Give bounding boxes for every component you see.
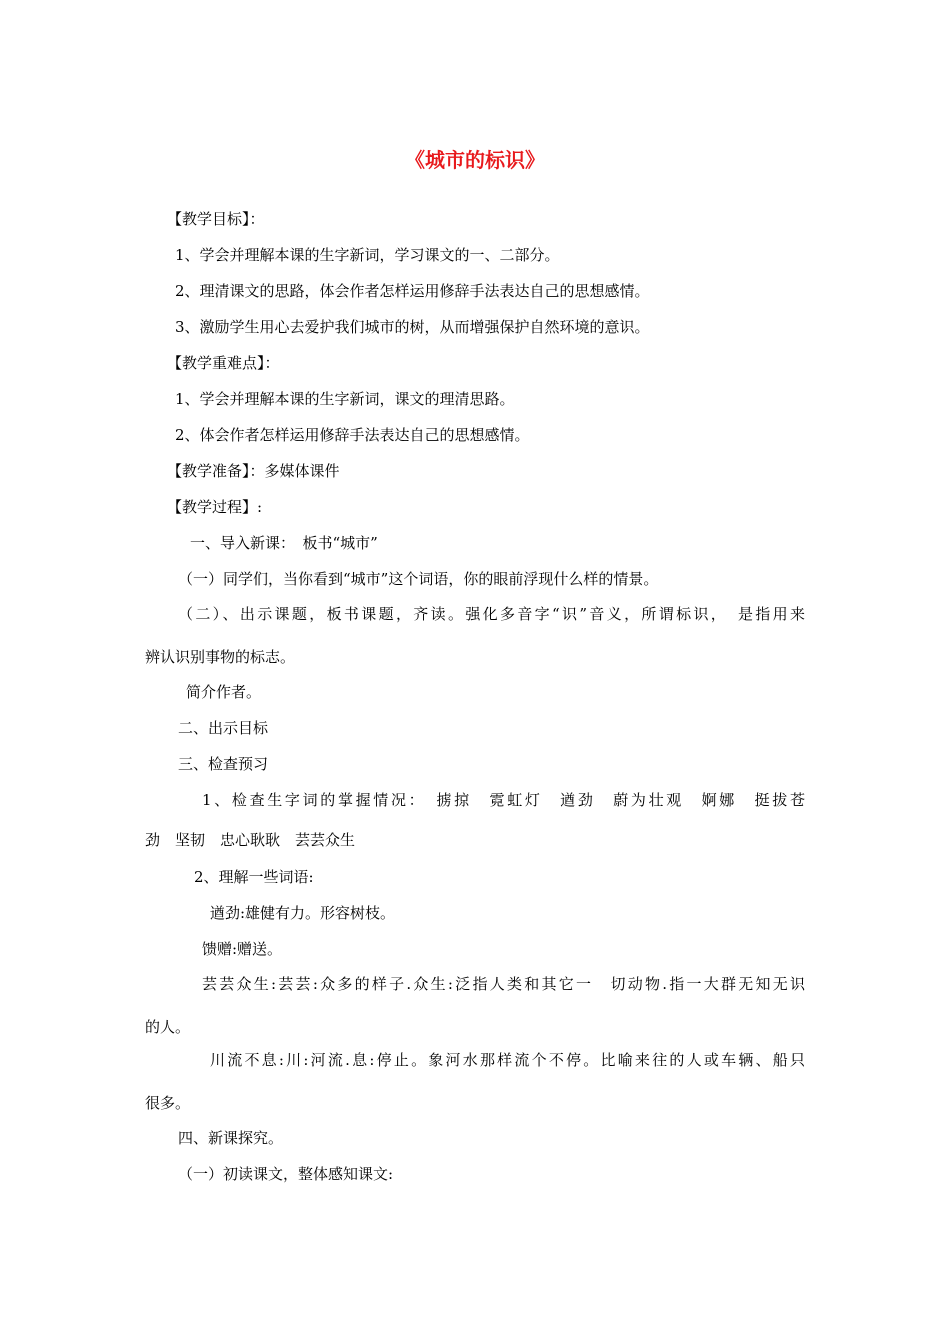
keypoints-heading: 【教学重难点】： [167, 354, 280, 372]
step-4: 四、新课探究。 [178, 1129, 284, 1147]
word-definition-line2: 的人。 [145, 1018, 191, 1036]
author-intro: 简介作者。 [186, 683, 262, 701]
goals-heading: 【教学目标】： [167, 210, 265, 228]
prep-line: 【教学准备】：多媒体课件 [167, 462, 340, 480]
page-title: 《城市的标识》 [405, 148, 545, 172]
process-heading: 【教学过程】: [167, 498, 263, 516]
word-definition: 馈赠:赠送。 [202, 940, 283, 958]
word-definition: 遒劲:雄健有力。形容树枝。 [210, 904, 396, 922]
check-1-line2: 劲 坚韧 忠心耿耿 芸芸众生 [145, 831, 356, 849]
step-1: 一、导入新课： 板书“城市” [190, 534, 378, 552]
word-definition-line1: 川流不息:川:河流.息:停止。象河水那样流个不停。比喻来往的人或车辆、船只 [210, 1051, 805, 1069]
step-2: 二、出示目标 [178, 719, 269, 737]
keypoint-item: 2、体会作者怎样运用修辞手法表达自己的思想感情。 [175, 426, 530, 444]
step-1-b-line2: 辨认识别事物的标志。 [145, 648, 296, 666]
word-definition-line1: 芸芸众生:芸芸:众多的样子.众生:泛指人类和其它一 切动物.指一大群无知无识 [202, 975, 805, 993]
step-4-a: （一）初读课文，整体感知课文: [178, 1165, 394, 1183]
step-1-a: （一）同学们，当你看到“城市”这个词语，你的眼前浮现什么样的情景。 [178, 570, 659, 588]
word-definition-line2: 很多。 [145, 1094, 191, 1112]
step-3: 三、检查预习 [178, 755, 269, 773]
goal-item: 3、激励学生用心去爱护我们城市的树，从而增强保护自然环境的意识。 [175, 318, 650, 336]
goal-item: 1、学会并理解本课的生字新词，学习课文的一、二部分。 [175, 246, 560, 264]
goal-item: 2、理清课文的思路，体会作者怎样运用修辞手法表达自己的思想感情。 [175, 282, 650, 300]
keypoint-item: 1、学会并理解本课的生字新词，课文的理清思路。 [175, 390, 515, 408]
check-1-line1: 1、检查生字词的掌握情况： 掳掠 霓虹灯 遒劲 蔚为壮观 婀娜 挺拔苍 [202, 791, 805, 809]
check-2: 2、理解一些词语: [194, 868, 314, 886]
step-1-b-line1: （二）、出示课题，板书课题，齐读。强化多音字“识”音义，所谓标识， 是指用来 [178, 605, 805, 623]
